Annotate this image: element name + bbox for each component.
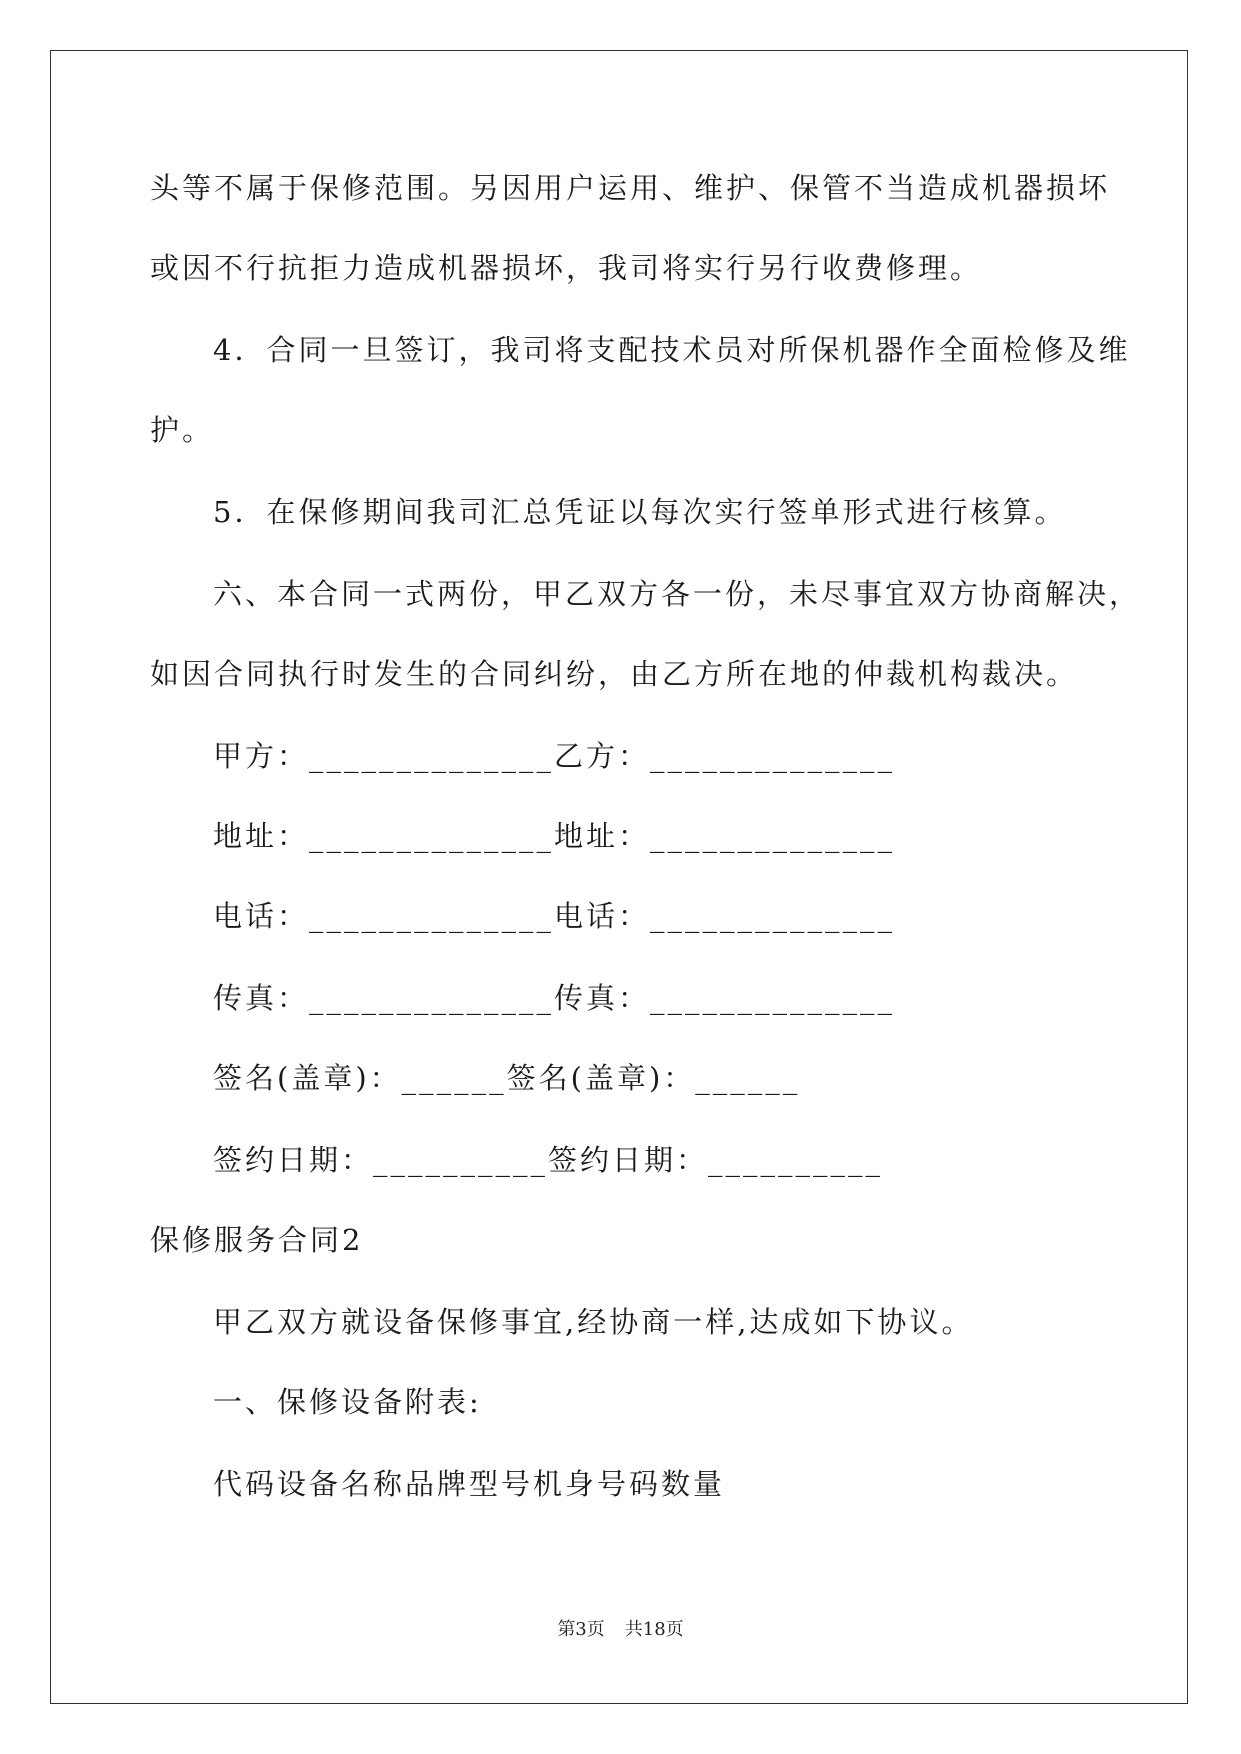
page-border [50, 50, 1188, 1704]
paragraph-line-2: 或因不行抗拒力造成机器损坏，我司将实行另行收费修理。 [150, 251, 983, 285]
clause-6-line-1: 六、本合同一式两份，甲乙双方各一份，未尽事宜双方协商解决， [213, 577, 1142, 611]
page-footer [0, 1618, 1241, 1642]
total-page-count: 共18页 [624, 1619, 684, 1640]
equipment-table-heading: 一、保修设备附表: [213, 1385, 482, 1419]
signature-field-row: 签名(盖章)：______签名(盖章)：______ [213, 1061, 801, 1095]
equipment-table-columns: 代码设备名称品牌型号机身号码数量 [213, 1467, 726, 1501]
sign-date-field-row: 签约日期：__________签约日期：__________ [213, 1143, 884, 1177]
fax-field-row: 传真：______________传真：______________ [213, 981, 896, 1015]
clause-4-line-1: 4．合同一旦签订，我司将支配技术员对所保机器作全面检修及维 [213, 333, 1131, 367]
clause-5: 5．在保修期间我司汇总凭证以每次实行签单形式进行核算。 [213, 495, 1067, 529]
phone-field-row: 电话：______________电话：______________ [213, 899, 896, 933]
paragraph-line-1: 头等不属于保修范围。另因用户运用、维护、保管不当造成机器损坏 [150, 171, 1111, 205]
current-page-number: 第3页 [557, 1619, 605, 1640]
clause-4-line-2: 护。 [150, 413, 215, 447]
party-field-row: 甲方：______________乙方：______________ [213, 739, 896, 773]
address-field-row: 地址：______________地址：______________ [213, 819, 896, 853]
section-title: 保修服务合同2 [150, 1223, 364, 1257]
clause-6-line-2: 如因合同执行时发生的合同纠纷，由乙方所在地的仲裁机构裁决。 [150, 657, 1079, 691]
agreement-intro: 甲乙双方就设备保修事宜,经协商一样,达成如下协议。 [213, 1305, 974, 1339]
